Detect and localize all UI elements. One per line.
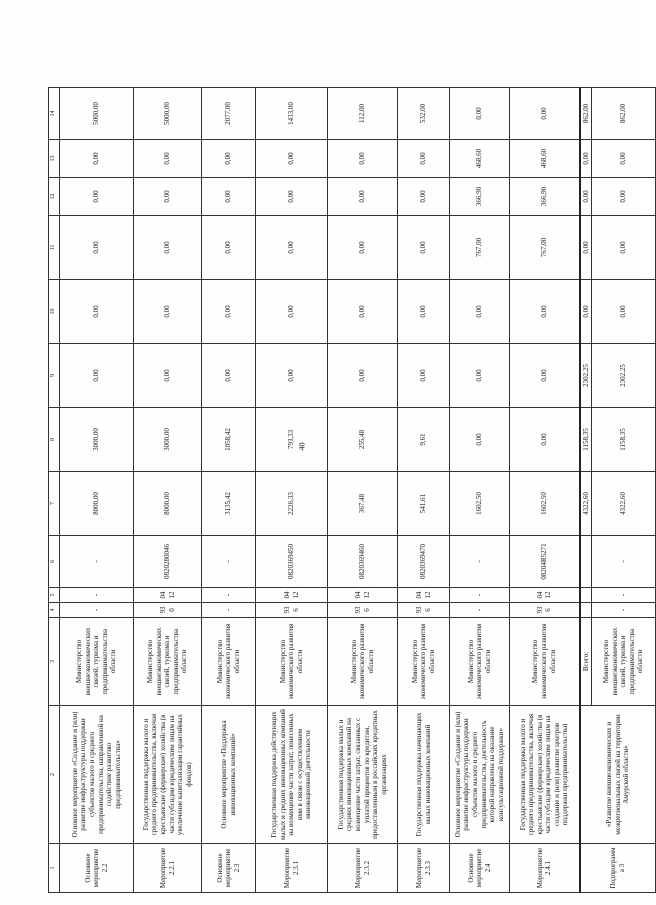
- cell-c7: 1602,50: [510, 472, 580, 536]
- cell-c4: -: [202, 603, 256, 618]
- cell-c12: 0,00: [202, 178, 256, 216]
- subprogram-cell-c5: -: [592, 588, 656, 603]
- cell-c11: 0,00: [202, 216, 256, 280]
- cell-c3: Министерство экономического развития области: [202, 618, 256, 706]
- subtotal-cell-c8: 1158,35: [580, 408, 592, 472]
- cell-c12: 0,00: [134, 178, 202, 216]
- cell-c10: 0,00: [60, 280, 134, 344]
- cell-c11: 0,00: [328, 216, 398, 280]
- header-cell: 14: [49, 88, 60, 140]
- cell-c2: Государственная поддержка малого и среднего предпринимательства, включая крестьянские (фермерские) хозяйства (в части субсидии юридическим лицам на увеличение капитализации гарантийных фондов): [134, 706, 202, 844]
- cell-c13: 468,60: [450, 140, 510, 178]
- header-cell: 9: [49, 344, 60, 408]
- cell-c12: 0,00: [328, 178, 398, 216]
- budget-table: [48, 87, 656, 893]
- subprogram-cell-c12: 0,00: [592, 178, 656, 216]
- cell-c12: 366,90: [450, 178, 510, 216]
- cell-c11: 767,00: [510, 216, 580, 280]
- table-row: [450, 88, 510, 893]
- cell-c9: 0,00: [328, 344, 398, 408]
- cell-c4: 936: [510, 603, 580, 618]
- cell-c10: 0,00: [450, 280, 510, 344]
- cell-c9: 0,00: [510, 344, 580, 408]
- cell-c3: Министерство внешнеэкономических связей, туризма и предпринимательства области: [134, 618, 202, 706]
- table-row: [328, 88, 398, 893]
- subtotal-row: [580, 88, 592, 893]
- cell-c10: 0,00: [398, 280, 450, 344]
- cell-c6: 0820369450: [256, 536, 328, 588]
- subtotal-cell-c11: 0,00: [580, 216, 592, 280]
- cell-c1: Основное мероприятие 2.2: [60, 844, 134, 893]
- cell-c12: 366,90: [510, 178, 580, 216]
- cell-c1: Мероприятие 2.3.1: [256, 844, 328, 893]
- cell-c9: 0,00: [256, 344, 328, 408]
- cell-c13: 0,00: [60, 140, 134, 178]
- cell-c6: 0820369470: [398, 536, 450, 588]
- cell-c2: Основное мероприятие «Создание и (или) развитие инфраструктуры поддержки субъектов малого и среднего предпринимательства, деятельность которой направлена на оказание консультационной поддержки»: [450, 706, 510, 844]
- table-row: [60, 88, 134, 893]
- cell-c7: 8000,00: [134, 472, 202, 536]
- cell-c8: 793,33: [256, 408, 328, 472]
- cell-c4: 930: [134, 603, 202, 618]
- cell-c14: 532,00: [398, 88, 450, 140]
- table-row: [398, 88, 450, 893]
- cell-c10: 0,00: [510, 280, 580, 344]
- cell-c14: 0,00: [450, 88, 510, 140]
- cell-c8: 1058,42: [202, 408, 256, 472]
- cell-c1: Мероприятие 2.4.1: [510, 844, 580, 893]
- cell-c13: 468,60: [510, 140, 580, 178]
- header-cell: 5: [49, 588, 60, 603]
- subprogram-cell-c6: -: [592, 536, 656, 588]
- table-row: [134, 88, 202, 893]
- subtotal-blank: «Развитие внешнеэкономических и межрегиональных связей на территории Амурской области»: [580, 706, 656, 844]
- cell-c13: 0,00: [398, 140, 450, 178]
- cell-c6: 0820369460: [328, 536, 398, 588]
- cell-c1: Мероприятие 2.2.1: [134, 844, 202, 893]
- cell-c6: -: [60, 536, 134, 588]
- cell-c11: 767,00: [450, 216, 510, 280]
- cell-c3: Министерство экономического развития области: [510, 618, 580, 706]
- cell-c6: 08204R5271: [510, 536, 580, 588]
- cell-c5: 0412: [398, 588, 450, 603]
- cell-c2: Основное мероприятие «Поддержка инновационных компаний»: [202, 706, 256, 844]
- header-cell: 1: [49, 844, 60, 893]
- table-row: [256, 88, 328, 893]
- cell-c10: 0,00: [256, 280, 328, 344]
- cell-c7: 2226,33: [256, 472, 328, 536]
- subtotal-blank: Подпрограмма 3: [580, 844, 656, 893]
- subtotal-cell-c13: 0,00: [580, 140, 592, 178]
- cell-c10: 0,00: [202, 280, 256, 344]
- cell-c5: 0412: [134, 588, 202, 603]
- cell-c11: 0,00: [60, 216, 134, 280]
- cell-c4: 936: [256, 603, 328, 618]
- cell-c14: 5000,00: [134, 88, 202, 140]
- cell-c5: -: [60, 588, 134, 603]
- cell-c8: 0,00: [510, 408, 580, 472]
- cell-c12: 0,00: [256, 178, 328, 216]
- cell-c3: Министерство экономического развития области: [450, 618, 510, 706]
- cell-c7: 1602,50: [450, 472, 510, 536]
- subprogram-cell-c7: 4322,60: [592, 472, 656, 536]
- cell-c13: 0,00: [134, 140, 202, 178]
- subprogram-cell-c11: 0,00: [592, 216, 656, 280]
- cell-c10: 0,00: [328, 280, 398, 344]
- subtotal-cell-c12: 0,00: [580, 178, 592, 216]
- cell-c12: 0,00: [398, 178, 450, 216]
- header-cell: 11: [49, 216, 60, 280]
- cell-c6: 0820280046: [134, 536, 202, 588]
- header-cell: 13: [49, 140, 60, 178]
- cell-c5: 0412: [328, 588, 398, 603]
- cell-c8: 3000,00: [134, 408, 202, 472]
- cell-c12: 0,00: [60, 178, 134, 216]
- subprogram-cell-c4: -: [592, 603, 656, 618]
- header-row: [49, 88, 60, 893]
- cell-c5: 0412: [256, 588, 328, 603]
- cell-c8: 9,61: [398, 408, 450, 472]
- cell-c4: -: [450, 603, 510, 618]
- header-cell: 10: [49, 280, 60, 344]
- cell-c9: 0,00: [134, 344, 202, 408]
- subtotal-cell-c14: 862,00: [580, 88, 592, 140]
- cell-c3: Министерство экономического развития области: [256, 618, 328, 706]
- cell-c4: 936: [398, 603, 450, 618]
- cell-c5: -: [202, 588, 256, 603]
- subtotal-empty: [580, 603, 592, 618]
- header-cell: 12: [49, 178, 60, 216]
- cell-c11: 0,00: [256, 216, 328, 280]
- cell-c14: 0,00: [510, 88, 580, 140]
- subtotal-empty: [580, 536, 592, 588]
- subtotal-cell-c10: 0,00: [580, 280, 592, 344]
- subprogram-cell-c3: Министерство внешнеэкономических связей, туризма и предпринимательства области: [592, 618, 656, 706]
- subprogram-cell-c10: 0,00: [592, 280, 656, 344]
- cell-c14: 112,00: [328, 88, 398, 140]
- cell-c13: 0,00: [256, 140, 328, 178]
- cell-c2: Государственная поддержка малых и средних инновационных компаний на возмещение части затрат, связанных с уплатой процентов по кредитам, предоставленным в российских кредитных организациях: [328, 706, 398, 844]
- cell-c4: 936: [328, 603, 398, 618]
- cell-c13: 0,00: [202, 140, 256, 178]
- cell-c2: Основное мероприятие «Создание и (или) развитие инфраструктуры поддержки субъектов малого и среднего предпринимательства, направленной на содействие развитию предпринимательства»: [60, 706, 134, 844]
- cell-c8: 255,48: [328, 408, 398, 472]
- cell-c6: -: [202, 536, 256, 588]
- subtotal-cell-c9: 2302,25: [580, 344, 592, 408]
- header-cell: 3: [49, 618, 60, 706]
- cell-c9: 0,00: [450, 344, 510, 408]
- cell-c14: 2077,00: [202, 88, 256, 140]
- table-row: [510, 88, 580, 893]
- cell-c3: Министерство экономического развития области: [398, 618, 450, 706]
- cell-c14: 5000,00: [60, 88, 134, 140]
- cell-c5: -: [450, 588, 510, 603]
- cell-c3: Министерство экономического развития области: [328, 618, 398, 706]
- header-cell: 8: [49, 408, 60, 472]
- cell-c7: 8000,00: [60, 472, 134, 536]
- table-row: [202, 88, 256, 893]
- cell-c8: 3000,00: [60, 408, 134, 472]
- cell-c2: Государственная поддержка начинающих малых инновационных компаний: [398, 706, 450, 844]
- page-number: 40: [297, 442, 307, 451]
- cell-c10: 0,00: [134, 280, 202, 344]
- cell-c1: Основное мероприятие 2.4: [450, 844, 510, 893]
- subprogram-cell-c8: 1158,35: [592, 408, 656, 472]
- cell-c4: -: [60, 603, 134, 618]
- header-cell: 7: [49, 472, 60, 536]
- header-cell: 2: [49, 706, 60, 844]
- cell-c14: 1433,00: [256, 88, 328, 140]
- cell-c1: Мероприятие 2.3.2: [328, 844, 398, 893]
- cell-c2: Государственная поддержка действующих малых и средних инновационных компаний на возмещение части затрат, понесенных ими в связи с осуществлением инновационной деятельности: [256, 706, 328, 844]
- cell-c2: Государственная поддержка малого и среднего предпринимательства, включая крестьянские (фермерские) хозяйства (в части субсидии юридическим лицам на создание и (или) развитие центров поддержки предпринимательства): [510, 706, 580, 844]
- cell-c1: Основное мероприятие 2.3: [202, 844, 256, 893]
- cell-c5: 0412: [510, 588, 580, 603]
- subtotal-empty: [580, 588, 592, 603]
- cell-c3: Министерство внешнеэкономических связей, туризма и предпринимательства области: [60, 618, 134, 706]
- rotated-table-wrapper: [48, 88, 656, 893]
- cell-c13: 0,00: [328, 140, 398, 178]
- cell-c9: 0,00: [202, 344, 256, 408]
- subtotal-label: Всего:: [580, 618, 592, 706]
- header-cell: 6: [49, 536, 60, 588]
- subtotal-cell-c7: 4322,60: [580, 472, 592, 536]
- cell-c11: 0,00: [134, 216, 202, 280]
- cell-c1: Мероприятие 2.3.3: [398, 844, 450, 893]
- subprogram-cell-c14: 862,00: [592, 88, 656, 140]
- subprogram-cell-c13: 0,00: [592, 140, 656, 178]
- cell-c11: 0,00: [398, 216, 450, 280]
- cell-c7: 367,48: [328, 472, 398, 536]
- cell-c7: 3135,42: [202, 472, 256, 536]
- cell-c8: 0,00: [450, 408, 510, 472]
- header-cell: 4: [49, 603, 60, 618]
- cell-c9: 0,00: [398, 344, 450, 408]
- subprogram-cell-c9: 2302,25: [592, 344, 656, 408]
- cell-c6: -: [450, 536, 510, 588]
- cell-c7: 541,61: [398, 472, 450, 536]
- cell-c9: 0,00: [60, 344, 134, 408]
